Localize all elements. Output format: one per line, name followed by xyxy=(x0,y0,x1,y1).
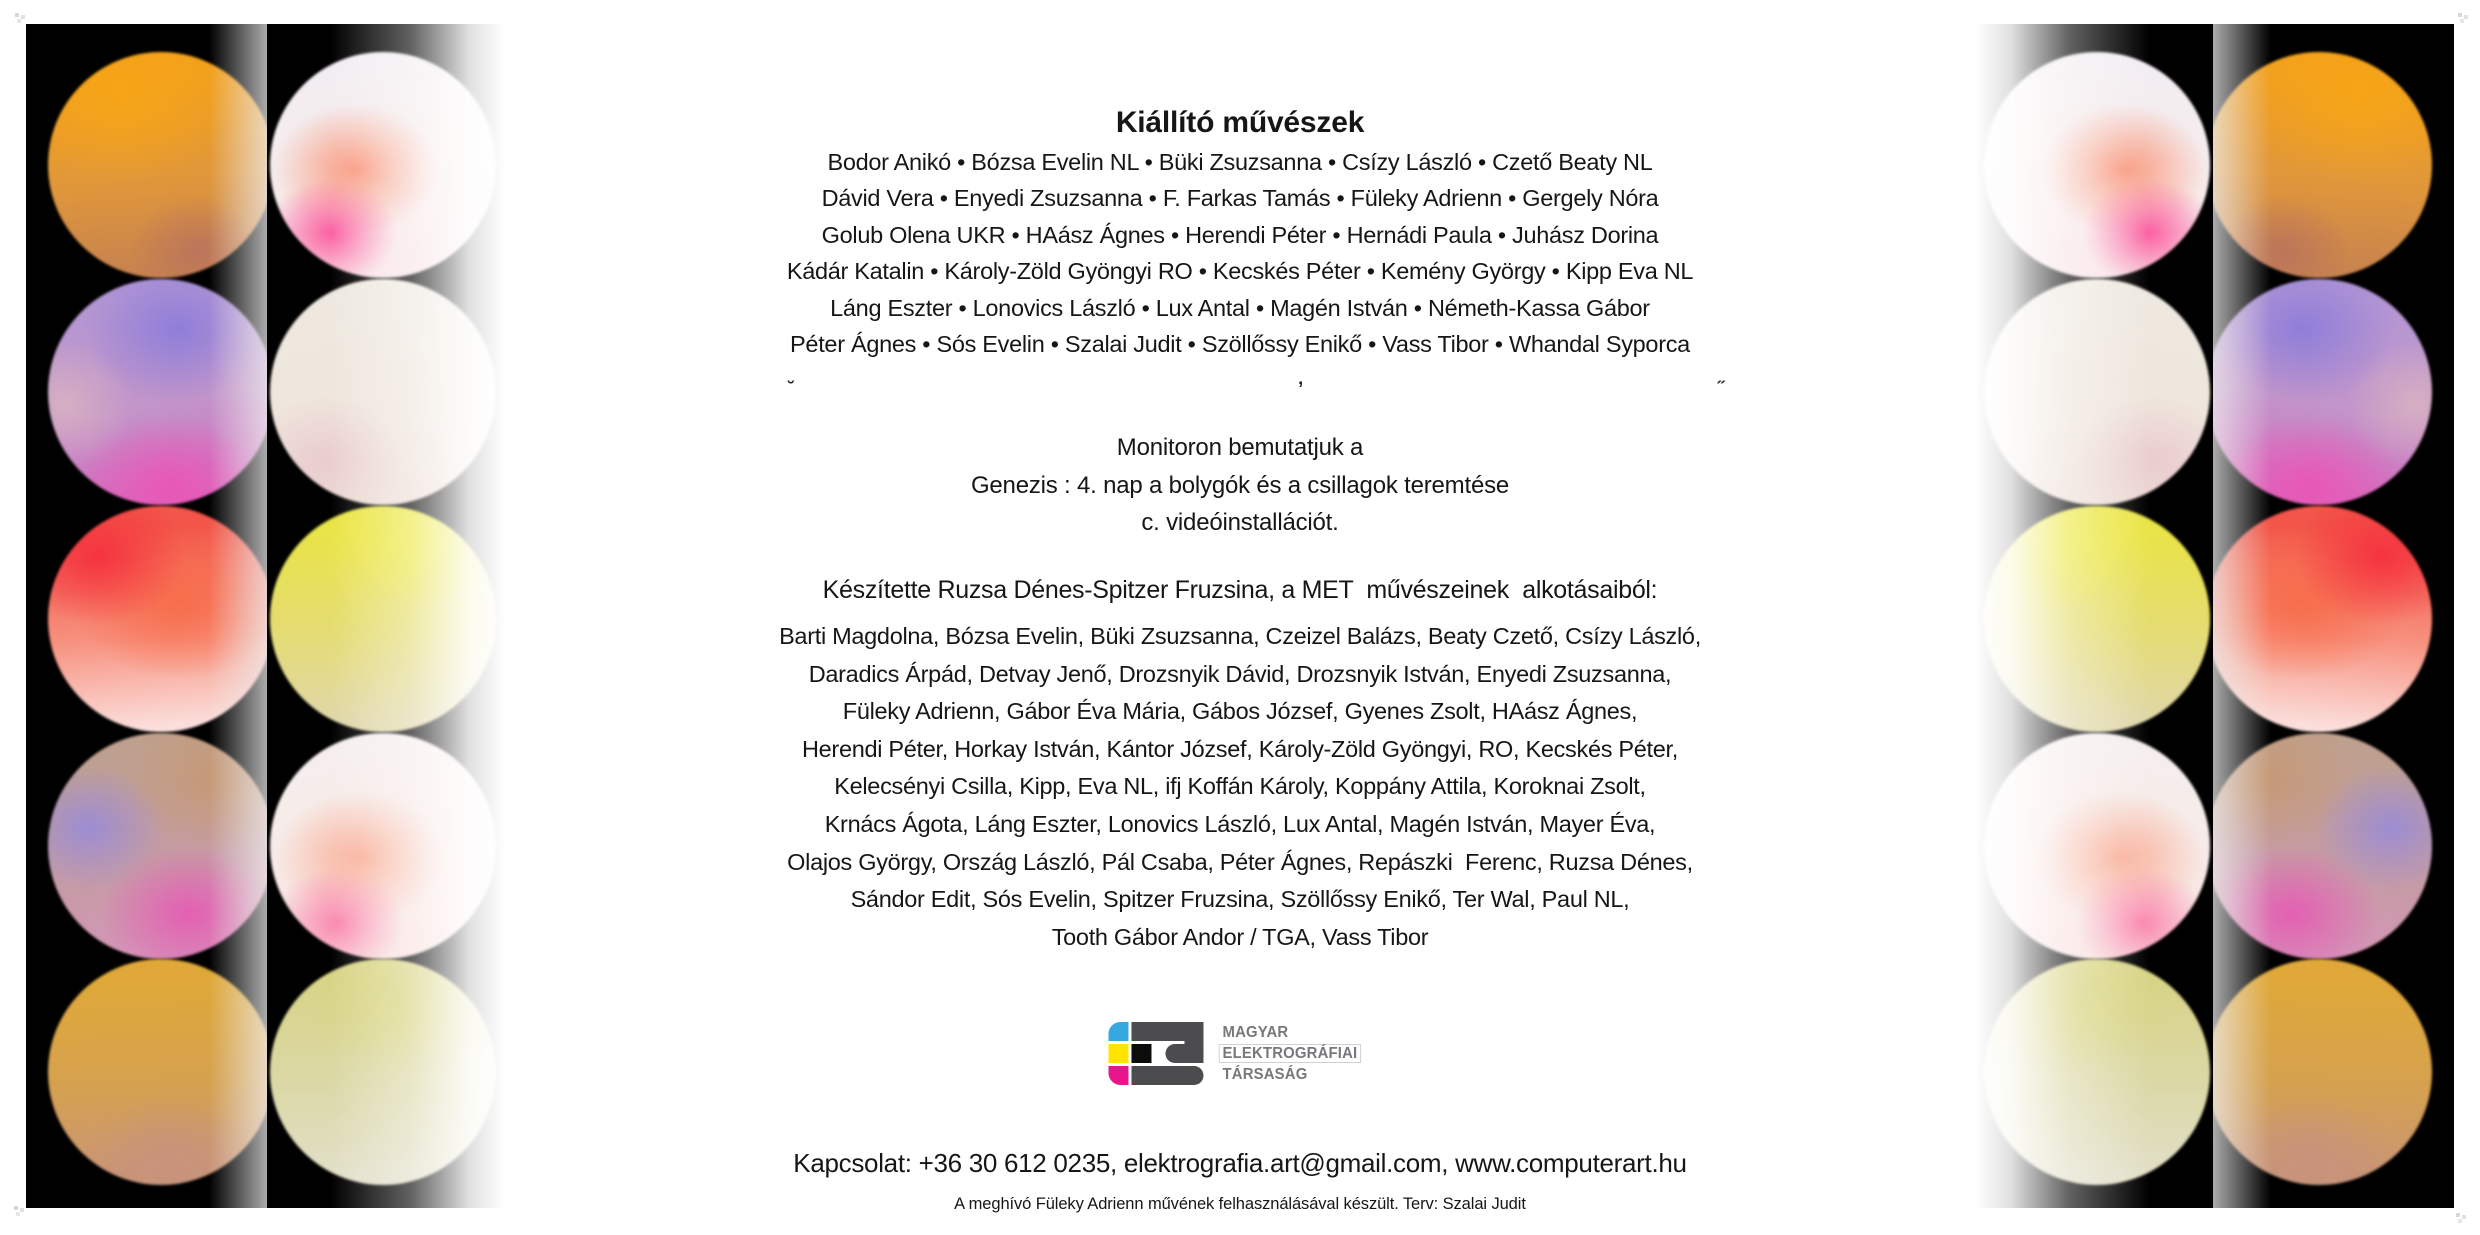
exhibitor-line: Dávid Vera • Enyedi Zsuzsanna • F. Farkas Tamás • Füleky Adrienn • Gergely Nóra xyxy=(821,185,1659,212)
clipped-text-fragments xyxy=(508,379,1972,403)
gradient-circle-yellow xyxy=(270,506,496,732)
logo-word-elektrografiai: ELEKTROGRÁFIAI xyxy=(1219,1044,1361,1063)
corner-mark-bottom-left xyxy=(14,1206,18,1210)
left-gradient-strip xyxy=(26,24,508,1208)
exhibitor-line: Láng Eszter • Lonovics László • Lux Antal • Magén István • Németh-Kassa Gábor xyxy=(830,294,1650,321)
corner-mark-bottom-right xyxy=(2456,1213,2460,1217)
strip-panel xyxy=(1972,24,2213,1208)
met-artist-line: Daradics Árpád, Detvay Jenő, Drozsnyik Dávid, Drozsnyik István, Enyedi Zsuzsanna, xyxy=(808,660,1672,687)
logo-word-magyar: MAGYAR xyxy=(1222,1024,1289,1041)
gradient-circle-lavender-magenta xyxy=(2213,733,2432,959)
exhibitor-list xyxy=(508,144,1972,362)
strip-panel xyxy=(2213,24,2454,1208)
magenta-square xyxy=(1108,1066,1128,1085)
met-artist-line: Kelecsényi Csilla, Kipp, Eva NL, ifj Koffán Károly, Koppány Attila, Koroknai Zsolt, xyxy=(834,773,1646,800)
made-by-line: Készítette Ruzsa Dénes-Spitzer Fruzsina, a MET művészeinek alkotásaiból: xyxy=(822,576,1658,604)
clipped-fragment: ˘ xyxy=(788,379,795,400)
right-gradient-strip xyxy=(1972,24,2454,1208)
met-artist-line: Sándor Edit, Sós Evelin, Spitzer Fruzsina, Szöllőssy Enikő, Ter Wal, Paul NL, xyxy=(850,886,1630,913)
met-artist-line: Barti Magdolna, Bózsa Evelin, Büki Zsuzsanna, Czeizel Balázs, Beaty Czető, Csízy László, xyxy=(779,623,1701,649)
gradient-circle-cream xyxy=(270,279,496,505)
invitation-content xyxy=(508,0,1972,1235)
gradient-circle-yellow xyxy=(1984,506,2210,732)
met-artist-list xyxy=(508,618,1972,956)
video-installation-line: Monitoron bemutatjuk a xyxy=(1116,434,1364,461)
gradient-circle-pale-olive xyxy=(1984,959,2210,1185)
met-logo-wordmark xyxy=(1222,1022,1361,1086)
credit-line: A meghívó Füleky Adrienn művének felhasználásával készült. Terv: Szalai Judit xyxy=(954,1195,1526,1213)
gradient-circle-cream xyxy=(1984,279,2210,505)
gradient-circle-blush-pink xyxy=(270,733,496,959)
clipped-fragment: ʼ xyxy=(1298,379,1304,400)
met-artist-line: Tooth Gábor Andor / TGA, Vass Tibor xyxy=(1051,923,1429,950)
gradient-circle-lavender-magenta xyxy=(48,733,267,959)
yellow-square xyxy=(1108,1044,1128,1063)
gradient-circle-gold xyxy=(2213,959,2432,1185)
gradient-circle-purple-magenta xyxy=(2213,279,2432,505)
corner-mark-top-right xyxy=(2458,13,2462,17)
met-logo-icon xyxy=(1108,1022,1203,1085)
met-artist-line: Olajos György, Ország László, Pál Csaba, Péter Ágnes, Repászki Ferenc, Ruzsa Dénes, xyxy=(787,848,1693,875)
strip-panel xyxy=(267,24,508,1208)
exhibitor-line: Bodor Anikó • Bózsa Evelin NL • Büki Zsuzsanna • Csízy László • Czető Beaty NL xyxy=(827,149,1653,175)
video-installation-line: Genezis : 4. nap a bolygók és a csillagok teremtése xyxy=(970,471,1510,499)
video-installation-block xyxy=(508,429,1972,542)
gradient-circle-purple-magenta xyxy=(48,279,267,505)
corner-mark-top-left xyxy=(15,13,19,17)
logo-word-tarsasag: TÁRSASÁG xyxy=(1222,1066,1308,1084)
black-square xyxy=(1131,1044,1151,1063)
page-title: Kiállító művészek xyxy=(1115,106,1365,139)
gradient-circle-blush-white xyxy=(270,52,496,278)
met-artist-line: Füleky Adrienn, Gábor Éva Mária, Gábos József, Gyenes Zsolt, HAász Ágnes, xyxy=(842,698,1638,725)
strip-panel xyxy=(26,24,267,1208)
met-artist-line: Krnács Ágota, Láng Eszter, Lonovics László, Lux Antal, Magén István, Mayer Éva, xyxy=(824,810,1656,837)
met-artist-line: Herendi Péter, Horkay István, Kántor József, Károly-Zöld Gyöngyi, RO, Kecskés Péter, xyxy=(801,735,1679,762)
contact-line: Kapcsolat: +36 30 612 0235, elektrografia.art@gmail.com, www.computerart.hu xyxy=(793,1148,1687,1178)
cyan-square xyxy=(1108,1022,1128,1041)
gradient-circle-coral-red xyxy=(2213,506,2432,732)
video-installation-line: c. videóinstallációt. xyxy=(1141,509,1339,536)
gradient-circle-blush-pink xyxy=(1984,733,2210,959)
clipped-fragment: ˝ xyxy=(1718,379,1727,400)
gradient-circle-coral-red xyxy=(48,506,267,732)
gradient-circle-orange xyxy=(2213,52,2432,278)
gradient-circle-orange xyxy=(48,52,267,278)
exhibitor-line: Péter Ágnes • Sós Evelin • Szalai Judit • Szöllőssy Enikő • Vass Tibor • Whandal Syporca xyxy=(790,331,1690,358)
gradient-circle-pale-olive xyxy=(270,959,496,1185)
exhibitor-line: Kádár Katalin • Károly-Zöld Gyöngyi RO • Kecskés Péter • Kemény György • Kipp Eva NL xyxy=(786,258,1694,285)
gradient-circle-blush-white xyxy=(1984,52,2210,278)
gradient-circle-gold xyxy=(48,959,267,1185)
exhibitor-line: Golub Olena UKR • HAász Ágnes • Herendi Péter • Hernádi Paula • Juhász Dorina xyxy=(821,221,1659,248)
met-society-logo xyxy=(1108,1022,1371,1086)
